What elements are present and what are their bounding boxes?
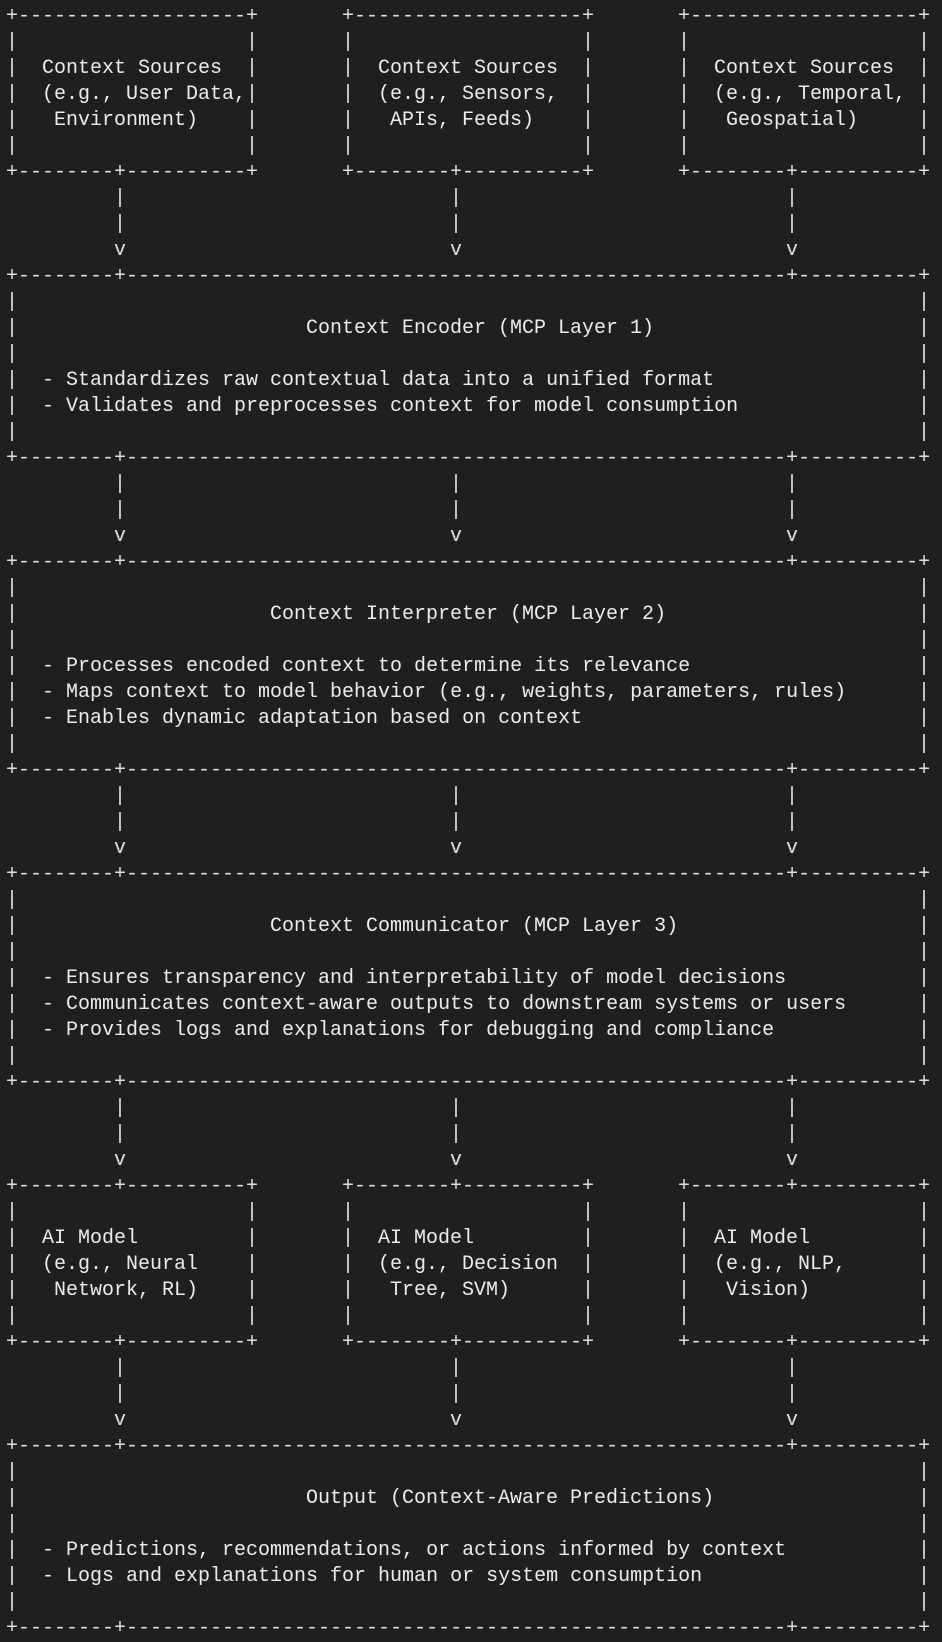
arrow-shaft: | <box>450 473 463 496</box>
box-border-side: | <box>6 941 19 964</box>
box-border-side: | <box>918 733 931 756</box>
box-border-side: | <box>918 1019 931 1042</box>
output-bullet: - Logs and explanations for human or system consumption <box>42 1565 703 1588</box>
box-border-side: | <box>342 1279 355 1302</box>
box-border-side: | <box>918 1461 931 1484</box>
arrow-shaft: | <box>114 187 127 210</box>
box-border-side: | <box>6 1513 19 1536</box>
box-border-side: | <box>6 1565 19 1588</box>
box-border-side: | <box>582 1305 595 1328</box>
box-border-side: | <box>6 31 19 54</box>
box-border-side: | <box>918 1279 931 1302</box>
box-border-side: | <box>342 135 355 158</box>
box-border-side: | <box>342 1201 355 1224</box>
box-border-bottom: +--------+----------+ <box>342 1331 595 1354</box>
arrow-shaft: | <box>786 187 799 210</box>
arrow-shaft: | <box>450 785 463 808</box>
box-border-side: | <box>6 291 19 314</box>
box-border-side: | <box>342 83 355 106</box>
box-border-side: | <box>6 395 19 418</box>
context-source-detail: (e.g., User Data, <box>42 83 247 106</box>
box-border-side: | <box>918 291 931 314</box>
box-border-side: | <box>582 1201 595 1224</box>
arrow-down-icon: v <box>114 1149 127 1172</box>
box-border-top: +--------+-------------------------------------------------------+----------+ <box>6 265 931 288</box>
arrow-shaft: | <box>786 473 799 496</box>
layer-bullet: - Processes encoded context to determine its relevance <box>42 655 691 678</box>
arrow-down-icon: v <box>114 239 127 262</box>
box-border-bottom: +--------+-------------------------------------------------------+----------+ <box>6 447 931 470</box>
arrow-down-icon: v <box>786 1409 799 1432</box>
box-border-side: | <box>6 629 19 652</box>
box-border-side: | <box>918 967 931 990</box>
layer-title: Context Communicator (MCP Layer 3) <box>270 915 679 938</box>
box-border-side: | <box>342 57 355 80</box>
box-border-side: | <box>678 1305 691 1328</box>
ai-model-title: AI Model <box>378 1227 475 1250</box>
context-source-title: Context Sources <box>42 57 223 80</box>
box-border-side: | <box>246 109 259 132</box>
context-source-title: Context Sources <box>714 57 895 80</box>
box-border-side: | <box>678 83 691 106</box>
context-source-detail: Geospatial) <box>726 109 859 132</box>
box-border-side: | <box>246 57 259 80</box>
box-border-side: | <box>6 1253 19 1276</box>
arrow-down-icon: v <box>114 525 127 548</box>
box-border-side: | <box>918 421 931 444</box>
box-border-side: | <box>6 889 19 912</box>
box-border-side: | <box>918 1045 931 1068</box>
box-border-side: | <box>918 369 931 392</box>
box-border-bottom: +--------+----------+ <box>678 161 931 184</box>
box-border-top: +--------+-------------------------------------------------------+----------+ <box>6 551 931 574</box>
box-border-side: | <box>246 1279 259 1302</box>
ai-model-detail: (e.g., NLP, <box>714 1253 847 1276</box>
box-border-side: | <box>6 1019 19 1042</box>
box-border-top: +--------+----------+ <box>6 1175 259 1198</box>
box-border-side: | <box>6 135 19 158</box>
arrow-shaft: | <box>786 1123 799 1146</box>
box-border-side: | <box>918 109 931 132</box>
box-border-side: | <box>918 681 931 704</box>
box-border-side: | <box>678 1253 691 1276</box>
box-border-side: | <box>582 1279 595 1302</box>
box-border-side: | <box>6 57 19 80</box>
arrow-down-icon: v <box>450 837 463 860</box>
box-border-side: | <box>918 1305 931 1328</box>
box-border-side: | <box>6 603 19 626</box>
arrow-shaft: | <box>786 499 799 522</box>
box-border-side: | <box>918 655 931 678</box>
arrow-shaft: | <box>114 1123 127 1146</box>
box-border-side: | <box>6 1305 19 1328</box>
box-border-side: | <box>918 83 931 106</box>
box-border-side: | <box>6 1591 19 1614</box>
arrow-shaft: | <box>450 1357 463 1380</box>
context-source-detail: APIs, Feeds) <box>390 109 535 132</box>
arrow-shaft: | <box>114 811 127 834</box>
box-border-side: | <box>6 1045 19 1068</box>
arrow-shaft: | <box>786 1357 799 1380</box>
box-border-side: | <box>918 577 931 600</box>
box-border-side: | <box>342 31 355 54</box>
box-border-side: | <box>678 57 691 80</box>
ai-model-detail: (e.g., Neural <box>42 1253 199 1276</box>
box-border-side: | <box>678 1201 691 1224</box>
box-border-side: | <box>6 967 19 990</box>
box-border-side: | <box>6 1487 19 1510</box>
arrow-shaft: | <box>786 213 799 236</box>
box-border-side: | <box>918 603 931 626</box>
arrow-shaft: | <box>450 213 463 236</box>
box-border-side: | <box>918 1487 931 1510</box>
arrow-shaft: | <box>786 1383 799 1406</box>
box-border-side: | <box>918 1253 931 1276</box>
ai-model-detail: Tree, SVM) <box>390 1279 511 1302</box>
arrow-shaft: | <box>114 1383 127 1406</box>
output-bullet: - Predictions, recommendations, or actions informed by context <box>42 1539 787 1562</box>
box-border-bottom: +--------+-------------------------------------------------------+----------+ <box>6 1617 931 1640</box>
box-border-top: +--------+-------------------------------------------------------+----------+ <box>6 1435 931 1458</box>
arrow-down-icon: v <box>786 525 799 548</box>
box-border-side: | <box>918 1513 931 1536</box>
box-border-side: | <box>6 707 19 730</box>
box-border-side: | <box>918 343 931 366</box>
box-border-side: | <box>918 993 931 1016</box>
arrow-shaft: | <box>450 1383 463 1406</box>
box-border-side: | <box>918 1539 931 1562</box>
box-border-side: | <box>246 1305 259 1328</box>
box-border-top: +--------+-------------------------------------------------------+----------+ <box>6 863 931 886</box>
box-border-side: | <box>6 109 19 132</box>
box-border-side: | <box>582 1253 595 1276</box>
box-border-top: +-------------------+ <box>6 5 259 28</box>
arrow-shaft: | <box>114 1357 127 1380</box>
box-border-side: | <box>6 1461 19 1484</box>
layer-bullet: - Communicates context-aware outputs to downstream systems or users <box>42 993 847 1016</box>
arrow-shaft: | <box>450 187 463 210</box>
arrow-shaft: | <box>450 499 463 522</box>
layer-bullet: - Enables dynamic adaptation based on context <box>42 707 583 730</box>
arrow-shaft: | <box>114 473 127 496</box>
context-source-detail: (e.g., Sensors, <box>378 83 559 106</box>
arrow-down-icon: v <box>114 1409 127 1432</box>
arrow-shaft: | <box>114 1097 127 1120</box>
box-border-side: | <box>246 83 259 106</box>
box-border-bottom: +--------+----------+ <box>678 1331 931 1354</box>
arrow-shaft: | <box>450 1097 463 1120</box>
box-border-side: | <box>246 1253 259 1276</box>
box-border-side: | <box>6 1227 19 1250</box>
output-title: Output (Context-Aware Predictions) <box>306 1487 715 1510</box>
ai-model-title: AI Model <box>42 1227 139 1250</box>
box-border-side: | <box>582 109 595 132</box>
arrow-shaft: | <box>114 499 127 522</box>
box-border-side: | <box>342 1227 355 1250</box>
context-source-detail: Environment) <box>54 109 199 132</box>
box-border-top: +--------+----------+ <box>678 1175 931 1198</box>
box-border-side: | <box>678 135 691 158</box>
box-border-side: | <box>918 1565 931 1588</box>
box-border-side: | <box>6 1201 19 1224</box>
box-border-side: | <box>342 1305 355 1328</box>
box-border-side: | <box>918 1201 931 1224</box>
box-border-side: | <box>582 31 595 54</box>
box-border-side: | <box>918 941 931 964</box>
box-border-side: | <box>918 629 931 652</box>
box-border-side: | <box>918 395 931 418</box>
box-border-side: | <box>918 707 931 730</box>
box-border-side: | <box>918 1227 931 1250</box>
box-border-bottom: +--------+----------+ <box>6 1331 259 1354</box>
box-border-side: | <box>246 135 259 158</box>
arrow-shaft: | <box>786 785 799 808</box>
box-border-side: | <box>6 369 19 392</box>
arrow-shaft: | <box>114 785 127 808</box>
box-border-side: | <box>6 1539 19 1562</box>
box-border-side: | <box>582 83 595 106</box>
box-border-side: | <box>6 83 19 106</box>
context-source-title: Context Sources <box>378 57 559 80</box>
box-border-side: | <box>582 1227 595 1250</box>
ai-model-detail: Network, RL) <box>54 1279 199 1302</box>
arrow-down-icon: v <box>786 837 799 860</box>
ai-model-title: AI Model <box>714 1227 811 1250</box>
layer-bullet: - Maps context to model behavior (e.g., weights, parameters, rules) <box>42 681 847 704</box>
box-border-side: | <box>342 109 355 132</box>
box-border-side: | <box>6 993 19 1016</box>
box-border-side: | <box>918 317 931 340</box>
box-border-side: | <box>918 1591 931 1614</box>
box-border-side: | <box>582 135 595 158</box>
box-border-side: | <box>342 1253 355 1276</box>
box-border-top: +-------------------+ <box>342 5 595 28</box>
box-border-side: | <box>918 889 931 912</box>
arrow-down-icon: v <box>114 837 127 860</box>
context-source-detail: (e.g., Temporal, <box>714 83 907 106</box>
arrow-shaft: | <box>786 1097 799 1120</box>
layer-title: Context Encoder (MCP Layer 1) <box>306 317 655 340</box>
arrow-shaft: | <box>786 811 799 834</box>
arrow-shaft: | <box>450 811 463 834</box>
box-border-side: | <box>918 915 931 938</box>
arrow-down-icon: v <box>450 239 463 262</box>
box-border-side: | <box>246 1201 259 1224</box>
box-border-side: | <box>6 343 19 366</box>
box-border-side: | <box>6 317 19 340</box>
box-border-side: | <box>6 655 19 678</box>
box-border-side: | <box>6 1279 19 1302</box>
box-border-side: | <box>246 31 259 54</box>
box-border-side: | <box>6 421 19 444</box>
box-border-side: | <box>6 681 19 704</box>
box-border-side: | <box>6 733 19 756</box>
box-border-side: | <box>678 31 691 54</box>
arrow-down-icon: v <box>786 239 799 262</box>
box-border-side: | <box>918 31 931 54</box>
box-border-bottom: +--------+-------------------------------------------------------+----------+ <box>6 1071 931 1094</box>
layer-title: Context Interpreter (MCP Layer 2) <box>270 603 667 626</box>
arrow-down-icon: v <box>450 1149 463 1172</box>
box-border-top: +--------+----------+ <box>342 1175 595 1198</box>
box-border-bottom: +--------+----------+ <box>6 161 259 184</box>
box-border-side: | <box>678 1227 691 1250</box>
box-border-bottom: +--------+-------------------------------------------------------+----------+ <box>6 759 931 782</box>
arrow-down-icon: v <box>450 525 463 548</box>
box-border-side: | <box>678 109 691 132</box>
arrow-shaft: | <box>114 213 127 236</box>
layer-bullet: - Standardizes raw contextual data into a unified format <box>42 369 715 392</box>
box-border-side: | <box>582 57 595 80</box>
box-border-side: | <box>918 135 931 158</box>
box-border-side: | <box>246 1227 259 1250</box>
ai-model-detail: Vision) <box>726 1279 811 1302</box>
ai-model-detail: (e.g., Decision <box>378 1253 559 1276</box>
box-border-side: | <box>918 57 931 80</box>
arrow-down-icon: v <box>450 1409 463 1432</box>
arrow-down-icon: v <box>786 1149 799 1172</box>
box-border-top: +-------------------+ <box>678 5 931 28</box>
layer-bullet: - Provides logs and explanations for debugging and compliance <box>42 1019 775 1042</box>
layer-bullet: - Validates and preprocesses context for model consumption <box>42 395 739 418</box>
arrow-shaft: | <box>450 1123 463 1146</box>
box-border-side: | <box>6 577 19 600</box>
box-border-side: | <box>6 915 19 938</box>
box-border-side: | <box>678 1279 691 1302</box>
box-border-bottom: +--------+----------+ <box>342 161 595 184</box>
layer-bullet: - Ensures transparency and interpretability of model decisions <box>42 967 787 990</box>
